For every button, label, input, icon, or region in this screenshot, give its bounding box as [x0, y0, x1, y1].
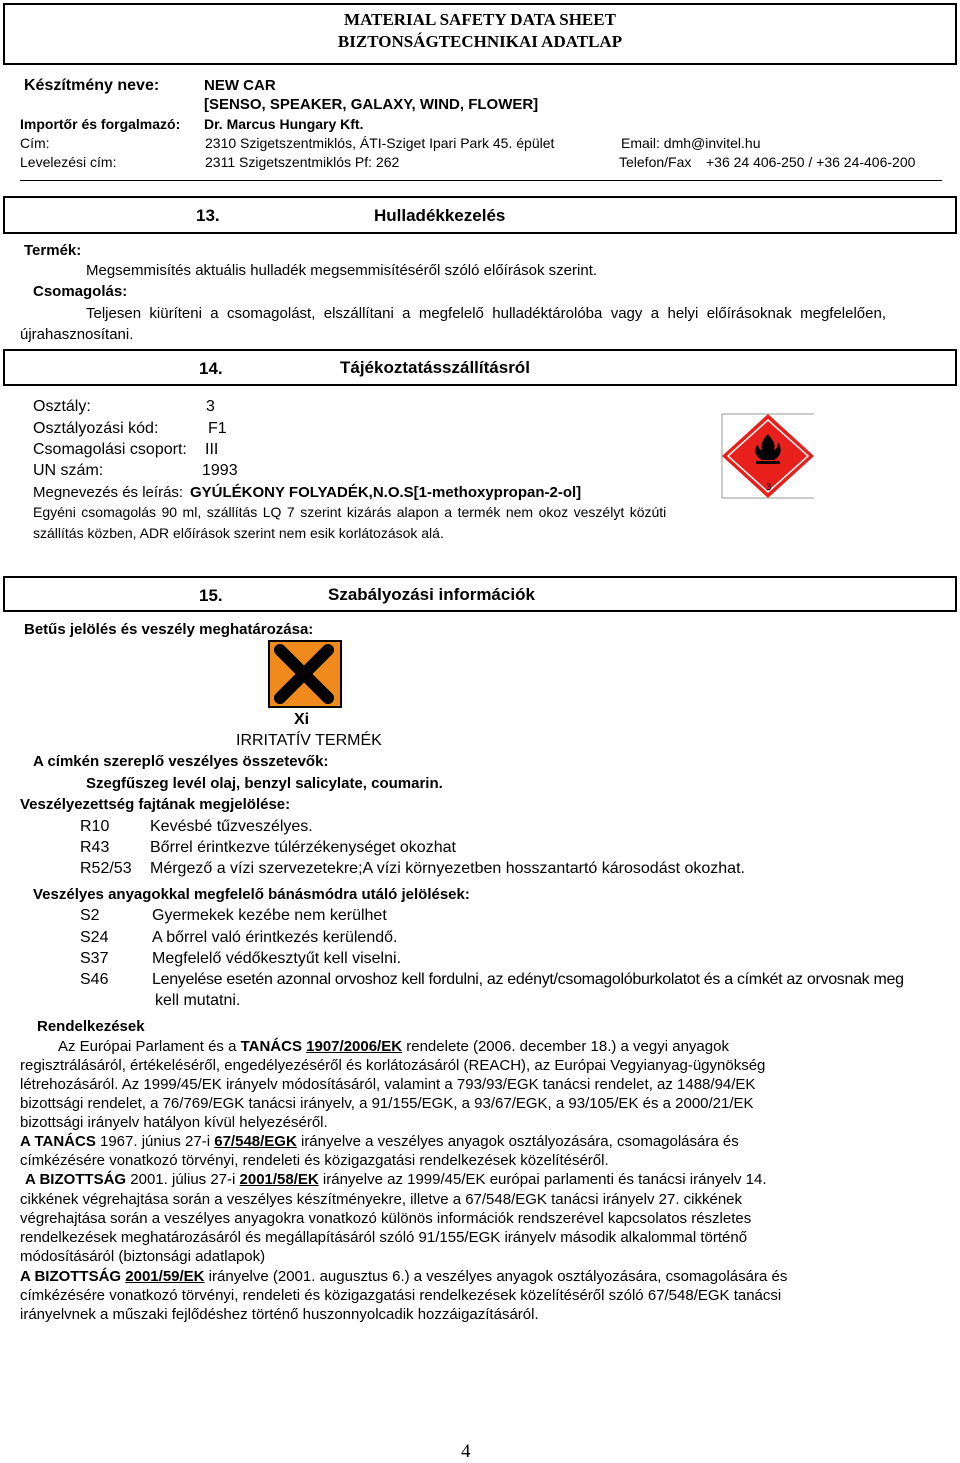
flammable-liquid-diamond-icon — [720, 412, 816, 500]
regulation-link-2001-59[interactable]: 2001/59/EK — [125, 1268, 205, 1285]
safety-text-continued: kell mutatni. — [155, 992, 241, 1009]
risk-code: R43 — [80, 839, 110, 856]
email: Email: dmh@invitel.hu — [621, 135, 761, 151]
risk-text: Kevésbé tűzveszélyes. — [150, 818, 313, 835]
un-number-label: UN szám: — [33, 462, 104, 479]
address-label: Cím: — [20, 135, 50, 151]
regulation-text: irányelve az 1999/45/EK európai parlamenti és tanácsi irányelv 14. — [318, 1171, 767, 1188]
description-label: Megnevezés és leírás: — [33, 484, 184, 501]
components-list: Szegfűszeg levél olaj, benzyl salicylate, coumarin. — [86, 775, 443, 792]
safety-code: S2 — [80, 907, 100, 924]
transport-note-1: Egyéni csomagolás 90 ml, szállítás LQ 7 szerint kizárás alapon a termék nem okoz veszélyt közúti — [33, 504, 667, 520]
safety-code: S46 — [80, 971, 109, 988]
class-label: Osztály: — [33, 398, 91, 415]
risk-text: Mérgező a vízi szervezetekre;A vízi környezetben hosszantartó károsodást okozhat. — [150, 860, 745, 877]
regulation-line: végrehajtása során a veszélyes anyagokra vonatkozó különös információk rendszerével kapcsolatos részletes — [20, 1210, 752, 1227]
un-number-value: 1993 — [202, 462, 238, 479]
regulation-line — [58, 1038, 729, 1055]
transport-note-2: szállítás közben, ADR előírások szerint nem esik korlátozások alá. — [33, 525, 444, 541]
phone-number: +36 24 406-250 / +36 24-406-200 — [706, 154, 916, 170]
section-15-number: 15. — [199, 586, 223, 605]
section-14-number: 14. — [199, 359, 223, 378]
class-code-label: Osztályozási kód: — [33, 420, 159, 437]
regulation-line: rendelkezések meghatározásáról és megállapításáról szóló 91/155/EGK irányelv második alkalommal történő — [20, 1229, 748, 1246]
regulations-label: Rendelkezések — [37, 1018, 145, 1035]
class-code-value: F1 — [208, 420, 227, 437]
regulation-link-67-548[interactable]: 67/548/EGK — [214, 1133, 297, 1150]
sheet-title-hu: BIZTONSÁGTECHNIKAI ADATLAP — [337, 32, 623, 51]
regulation-text: 2001. július 27-i — [126, 1171, 240, 1188]
safety-phrases-label: Veszélyes anyagokkal megfelelő bánásmódra utáló jelölések: — [33, 886, 470, 903]
postal-address: 2311 Szigetszentmiklós Pf: 262 — [205, 154, 400, 170]
risk-code: R10 — [80, 818, 110, 835]
waste-packaging-label: Csomagolás: — [33, 283, 128, 300]
risk-code: R52/53 — [80, 860, 132, 877]
regulation-line — [25, 1171, 767, 1188]
safety-code: S24 — [80, 929, 109, 946]
regulation-link-2001-58[interactable]: 2001/58/EK — [239, 1171, 319, 1188]
regulation-issuer: TANÁCS — [240, 1038, 307, 1055]
safety-text: Megfelelő védőkesztyűt kell viselni. — [152, 950, 402, 967]
packing-group-value: III — [205, 441, 219, 458]
risk-text: Bőrrel érintkezve túlérzékenységet okozhat — [150, 839, 456, 856]
info-divider — [20, 180, 942, 181]
regulation-issuer: A BIZOTTSÁG — [20, 1268, 122, 1285]
regulation-issuer: A BIZOTTSÁG — [25, 1171, 127, 1188]
symbol-code: Xi — [294, 711, 310, 728]
regulation-line: regisztrálásáról, értékeléséről, engedélyezéséről és korlátozásáról (REACH), az Európai Vegyianyag-ügynökség — [20, 1057, 766, 1074]
regulation-text: irányelve a veszélyes anyagok osztályozására, csomagolására és — [296, 1133, 739, 1150]
symbol-description: IRRITATÍV TERMÉK — [236, 732, 382, 749]
waste-packaging-text: Teljesen kiüríteni a csomagolást, elszállítani a megfelelő hulladéktárolóba vagy a helyi előírásoknak megfelelően, — [86, 305, 886, 322]
regulation-text: irányelve (2001. augusztus 6.) a veszélyes anyagok osztályozására, csomagolására és — [204, 1268, 788, 1285]
phone-label: Telefon/Fax — [619, 154, 692, 170]
packing-group-label: Csomagolási csoport: — [33, 441, 187, 458]
description-value: GYÚLÉKONY FOLYADÉK,N.O.S[1-methoxypropan-2-ol] — [190, 484, 582, 501]
importer-label: Importőr és forgalmazó: — [20, 116, 181, 132]
class-value: 3 — [206, 398, 215, 415]
product-name: NEW CAR — [204, 77, 276, 94]
regulation-link-reach[interactable]: 1907/2006/EK — [306, 1038, 403, 1055]
address: 2310 Szigetszentmiklós, ÁTI-Sziget Ipari Park 45. épület — [205, 135, 555, 151]
section-15-title: Szabályozási információk — [328, 585, 535, 604]
section-14-title: Tájékoztatásszállításról — [340, 358, 530, 377]
regulation-line: módosításáról (biztonsági adatlapok) — [20, 1248, 266, 1265]
sheet-title-en: MATERIAL SAFETY DATA SHEET — [344, 10, 616, 29]
irritant-xi-symbol-icon — [268, 640, 342, 708]
regulation-line: címkézésére vonatkozó törvényi, rendeleti és közigazgatási rendelkezések közelítéséről szóló 67/548/EGK tanácsi — [20, 1287, 782, 1304]
waste-packaging-text-2: újrahasznosítani. — [20, 326, 134, 343]
risk-phrases-label: Veszélyezettség fajtának megjelölése: — [20, 796, 291, 813]
product-name-label: Készítmény neve: — [24, 77, 160, 94]
regulation-text: rendelete (2006. december 18.) a vegyi anyagok — [402, 1038, 729, 1055]
safety-text: Gyermekek kezébe nem kerülhet — [152, 907, 387, 924]
regulation-line: bizottsági rendelet, a 76/769/EGK tanácsi irányelv, a 91/155/EGK, a 93/67/EGK, a 93/105/EK és a 2000/21/EK — [20, 1095, 754, 1112]
page-number: 4 — [461, 1441, 471, 1462]
section-13-number: 13. — [196, 206, 220, 225]
regulation-line: cikkének végrehajtása során a veszélyes készítményekre, illetve a 67/548/EGK tanácsi irányelv 27. cikkének — [20, 1191, 743, 1208]
safety-text: A bőrrel való érintkezés kerülendő. — [152, 929, 398, 946]
waste-product-text: Megsemmisítés aktuális hulladék megsemmisítéséről szóló előírások szerint. — [86, 262, 598, 279]
regulation-line: bizottsági irányelv hatályon kívül helyezéséről. — [20, 1114, 328, 1131]
importer-name: Dr. Marcus Hungary Kft. — [204, 116, 364, 132]
regulation-line — [20, 1133, 739, 1150]
section-13-title: Hulladékkezelés — [374, 206, 506, 225]
components-label: A címkén szereplő veszélyes összetevők: — [33, 753, 329, 770]
regulation-text: Az Európai Parlament és a — [58, 1038, 241, 1055]
safety-text: Lenyelése esetén azonnal orvoshoz kell fordulni, az edényt/csomagolóburkolatot és a címkét az orvosnak meg — [152, 971, 904, 988]
hazard-label: Betűs jelölés és veszély meghatározása: — [24, 621, 314, 638]
diamond-class-number: 3 — [766, 483, 772, 493]
waste-product-label: Termék: — [24, 242, 82, 259]
regulation-line: címkézésére vonatkozó törvényi, rendeleti és közigazgatási rendelkezések közelítéséről. — [20, 1152, 609, 1169]
postal-label: Levelezési cím: — [20, 154, 117, 170]
regulation-issuer: A TANÁCS — [20, 1133, 96, 1150]
regulation-line: irányelvnek a műszaki fejlődéshez történő huszonnyolcadik hozzáigazításáról. — [20, 1306, 539, 1323]
regulation-line: létrehozásáról. Az 1999/45/EK irányelv módosításáról, valamint a 793/93/EGK tanácsi rendelet, az 1488/94/EK — [20, 1076, 756, 1093]
symbol-corner-code: Xi — [325, 645, 333, 654]
regulation-text: 1967. június 27-i — [95, 1133, 215, 1150]
product-variants: [SENSO, SPEAKER, GALAXY, WIND, FLOWER] — [204, 96, 539, 113]
safety-code: S37 — [80, 950, 109, 967]
regulation-line — [20, 1268, 787, 1285]
